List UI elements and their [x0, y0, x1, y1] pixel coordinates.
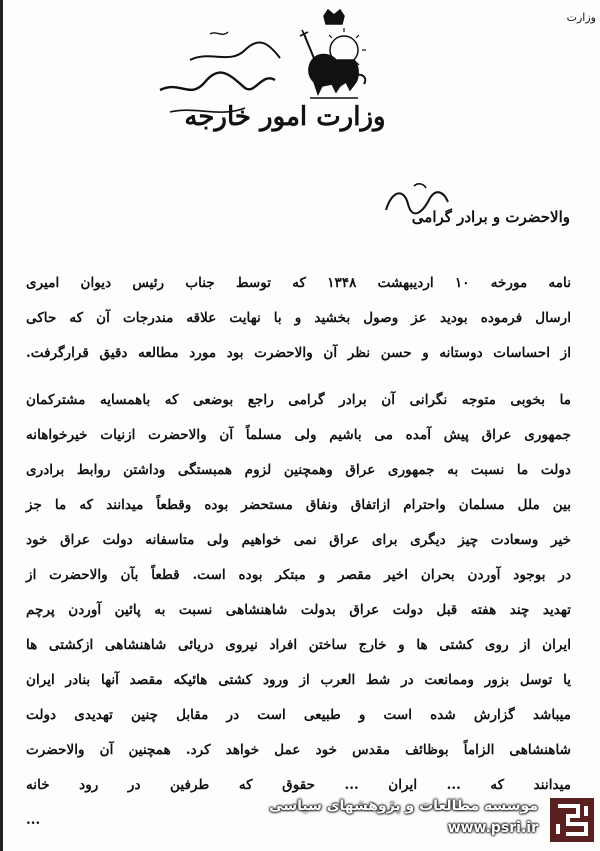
letter-line: بین ملل مسلمان واحترام ازاتفاق ونفاق مستحضر بوده وقطعاً میدانند که ما جز	[26, 497, 571, 513]
scan-edge	[0, 0, 3, 851]
letter-line: ...	[26, 812, 41, 828]
letter-line: میدانند که ... ایران ... حقوق که طرفین در رود خانه	[26, 777, 571, 793]
margin-note-text: وزارت	[566, 11, 596, 24]
ministry-title: وزارت امور خارجه	[184, 102, 386, 132]
letter-line: میباشد گزارش شده است و طبیعی است در مقابل چنین تهدیدی دولت	[26, 707, 571, 723]
lion-and-sun-emblem	[296, 6, 372, 106]
letter-line: خیر وسعادت چیز دیگری برای عراق نمی خواهیم ولی متاسفانه دولت عراق خود	[26, 532, 571, 548]
letter-line: در بوجود آوردن بحران اخیر مقصر و مبتکر بوده است. قطعاً بآن والاحضرت از	[26, 567, 571, 583]
letter-line: ایران از روی کشتی ها و خارج ساختن افراد نیروی دریائی شاهنشاهی ازکشتی ها	[26, 637, 571, 653]
letter-line: شاهنشاهی الزاماً بوظائف مقدس خود عمل خواهد کرد. همچنین آن والاحضرت	[26, 742, 571, 758]
letter-line: نامه مورخه ۱۰ اردیبهشت ۱۳۴۸ که توسط جناب رئیس دیوان امیری	[26, 275, 571, 291]
watermark-org-name: موسسه مطالعات و پژوهشهای سیاسی	[269, 798, 538, 814]
psri-logo-icon	[548, 796, 596, 844]
letter-line: تهدید چند هفته قبل دولت عراق بدولت شاهنشاهی نسبت به پائین آوردن پرچم	[26, 602, 571, 618]
letter-body	[26, 266, 571, 838]
salutation: والاحضرت و برادر گرامی	[411, 208, 570, 226]
letter-line: ما بخوبی متوجه نگرانی آن برادر گرامی راجع بوضعی که باهمسایه مشترکمان	[26, 392, 571, 408]
letter-line: یا توسل بزور وممانعت در شط العرب از ورود کشتی هائیکه مقصد آنها بنادر ایران	[26, 672, 571, 688]
letter-line: ارسال فرموده بودید عز وصول بخشید و با نهایت علاقه مندرجات آن که حاکی	[26, 310, 571, 326]
letter-line: از احساسات دوستانه و حسن نظر آن والاحضرت بود مورد مطالعه دقیق قرارگرفت.	[26, 345, 571, 361]
psri-watermark	[260, 796, 600, 844]
letter-line: جمهوری عراق پیش آمده می باشیم ولی مسلماً آن والاحضرت ازنیات خیرخواهانه	[26, 427, 571, 443]
watermark-url: www.psri.ir	[447, 820, 538, 836]
letter-line: دولت ما نسبت به جمهوری عراق وهمچنین لزوم همبستگی وداشتن روابط برادری	[26, 462, 571, 478]
margin-note	[566, 8, 596, 28]
